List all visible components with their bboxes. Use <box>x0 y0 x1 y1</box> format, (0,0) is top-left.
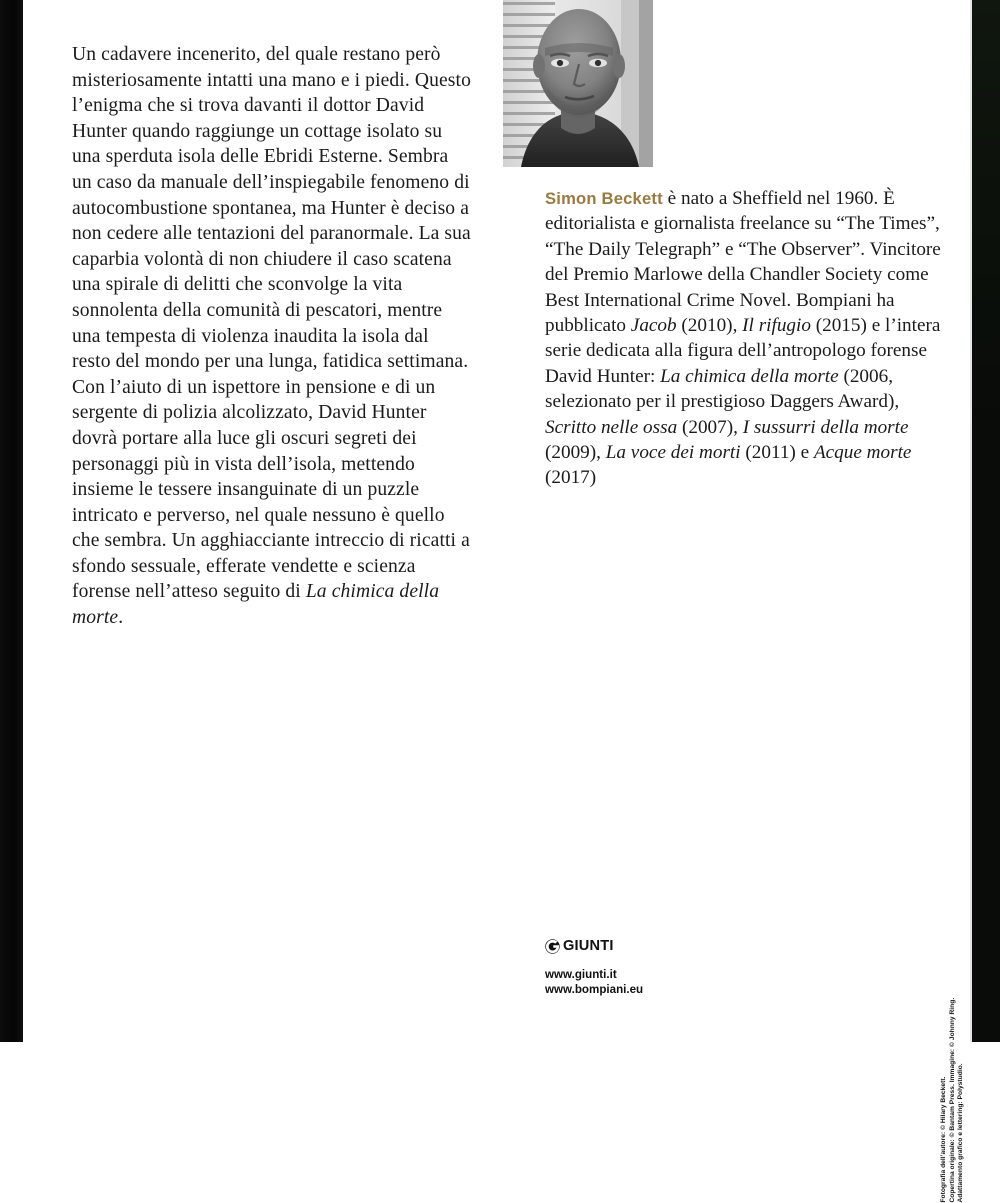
url-giunti[interactable]: www.giunti.it <box>545 968 617 981</box>
giunti-g-mark-icon <box>545 939 560 954</box>
blurb-closing-period: . <box>118 607 124 629</box>
bio-work-title-1: Il rifugio <box>742 315 811 337</box>
bio-series-title-4: Acque morte <box>813 442 912 464</box>
bio-series-title-1: Scritto nelle ossa <box>545 416 678 438</box>
bio-series-note-0: (2006, selezionato per il prestigioso Daggers Award), <box>545 365 900 413</box>
book-blurb <box>72 42 472 631</box>
blurb-text: Un cadavere incenerito, del quale restano però misteriosamente intatti una mano e i piedi. Questo l’enigma che si trova davanti il dottor David Hunter quando raggiunge un cottage isolato su una sperduta isola delle Ebridi Esterne. Sembra un caso da manuale dell’inspiegabile fenomeno di autocombustione spontanea, ma Hunter è deciso a non cedere alle tentazioni del paranormale. La sua caparbia volontà di non chiudere il caso scatena una spirale di delitti che sconvolge la vita sonnolenta della comunità di pescatori, mentre una tempesta di violenza inaudita la isola dal resto del mondo per una lunga, fatidica settimana. Con l’aiuto di un ispettore in pensione e di un sergente di polizia alcolizzato, David Hunter dovrà portare alla luce gli oscuri segreti dei personaggi più in vista dell’isola, mettendo insieme le tessere insanguinate di un puzzle intricato e perverso, nel quale nessuno è quello che sembra. Un agghiacciante intreccio di ricatti a sfondo sessuale, efferate vendette e scienza forense nell’atteso seguito di <box>72 44 471 603</box>
giunti-logo-row <box>545 938 643 954</box>
credit-line-1: Copertina originale: © Bantam Press. Immagine: © Johnny Ring. <box>948 998 956 1203</box>
bio-work-title-0: Jacob <box>630 315 677 337</box>
author-portrait-image <box>503 0 653 167</box>
bio-work-year-1: (2015) <box>815 315 867 337</box>
blurb-referenced-title: La chimica della morte <box>72 581 440 629</box>
credit-line-2: Adattamento grafico e lettering: Polystudio. <box>957 1063 965 1203</box>
credit-line-0: Fotografia dell’autore: © Hilary Beckett. <box>940 1076 948 1203</box>
author-bio <box>545 186 945 491</box>
right-edge-band <box>972 0 1000 1042</box>
bio-work-year-0b: (2010), <box>681 315 738 337</box>
giunti-wordmark: GIUNTI <box>563 938 614 954</box>
bio-intro-text: è nato a Sheffield nel 1960. È editorialista e giornalista freelance su “The Times”, “The Daily Telegraph” e “The Observer”. Vincitore del Premio Marlowe della Chandler Society come Best International Crime Novel. Bompiani ha pubblicato <box>545 188 941 337</box>
bio-series-title-2: I sussurri della morte <box>742 416 909 438</box>
author-photo <box>503 0 653 167</box>
author-name: Simon Beckett <box>545 189 663 208</box>
photo-and-design-credits <box>940 998 966 1203</box>
bio-series-note-1: (2007), <box>681 416 738 438</box>
publisher-urls <box>545 968 643 997</box>
spine-band-left-gradient <box>0 0 23 1042</box>
bio-series-title-0: La chimica della morte <box>660 365 839 387</box>
spine-band-left <box>0 0 23 1042</box>
bio-series-note-4: (2017) <box>545 467 597 489</box>
bio-series-note-3: (2011) e <box>745 442 810 464</box>
url-bompiani[interactable]: www.bompiani.eu <box>545 982 644 996</box>
bio-mid-text: e l’intera serie dedicata alla figura dell’antropologo forense David Hunter: <box>545 315 941 387</box>
publisher-block <box>545 938 643 997</box>
right-edge-band-tint <box>972 0 1000 420</box>
bio-series-title-3: La voce dei morti <box>605 442 741 464</box>
bio-series-note-2: (2009), <box>545 442 601 464</box>
